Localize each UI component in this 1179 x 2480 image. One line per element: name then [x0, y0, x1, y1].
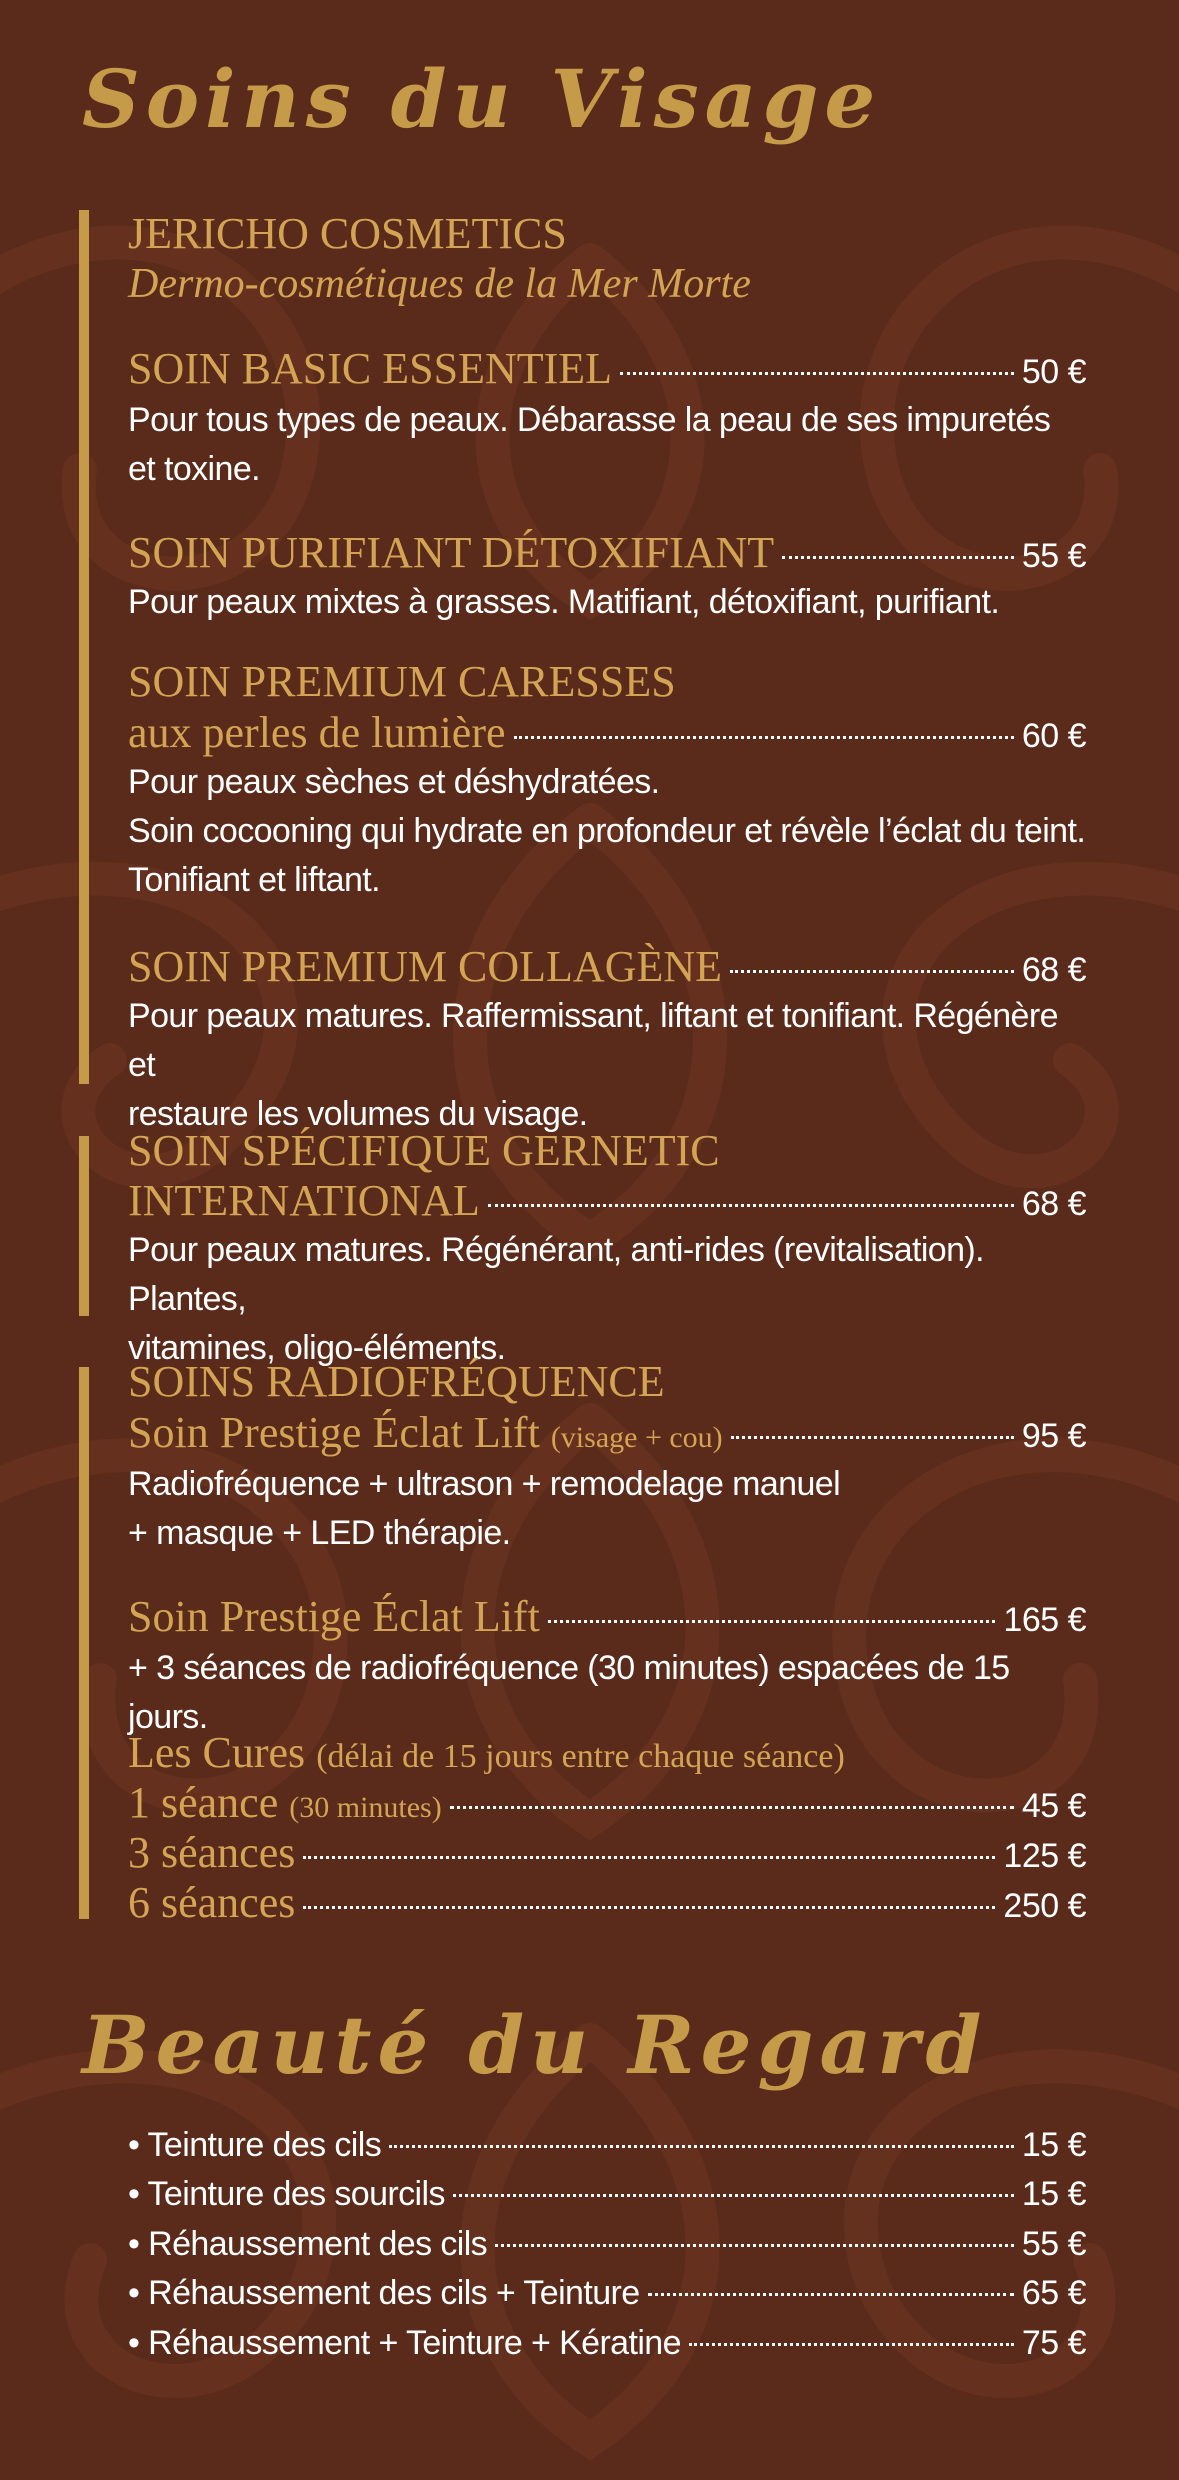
- regard-row-2: [128, 2175, 1086, 2214]
- dot-leader: [548, 1620, 996, 1623]
- regard-price: 15 €: [1021, 2126, 1086, 2164]
- regard-row-4: [128, 2274, 1086, 2313]
- service-price: 165 €: [1003, 1601, 1086, 1639]
- regard-row-1: [128, 2126, 1086, 2165]
- dot-leader: [689, 2343, 1014, 2346]
- service-row-prestige-2: [128, 1591, 1086, 1642]
- regard-price: 65 €: [1021, 2274, 1086, 2312]
- service-row-collagene: [128, 941, 1086, 992]
- regard-price: 75 €: [1021, 2324, 1086, 2362]
- service-name: Soin Prestige Éclat Lift: [128, 1592, 540, 1641]
- regard-label: • Réhaussement des cils + Teinture: [128, 2274, 640, 2312]
- dot-leader: [648, 2293, 1014, 2296]
- service-name: Soin Prestige Éclat Lift (visage + cou): [128, 1408, 723, 1457]
- regard-label: • Teinture des sourcils: [128, 2175, 445, 2213]
- dot-leader: [731, 1436, 1014, 1439]
- regard-price: 55 €: [1021, 2225, 1086, 2263]
- dot-leader: [514, 736, 1014, 739]
- service-desc-collagene: Pour peaux matures. Raffermissant, liftant et tonifiant. Régénère et restaure les volumes du visage.: [128, 997, 1058, 1133]
- service-name-line2: aux perles de lumière: [128, 708, 506, 757]
- service-desc-basic: Pour tous types de peaux. Débarasse la peau de ses impuretés et toxine.: [128, 401, 1051, 488]
- service-row-basic: [128, 343, 1086, 394]
- service-desc-gernetic: Pour peaux matures. Régénérant, anti-rides (revitalisation). Plantes, vitamines, oligo-éléments.: [128, 1231, 984, 1367]
- service-desc-prestige-1: Radiofréquence + ultrason + remodelage manuel + masque + LED thérapie.: [128, 1465, 841, 1552]
- service-price: 50 €: [1021, 353, 1086, 391]
- service-row-gernetic: [128, 1175, 1086, 1226]
- service-row-prestige-1: [128, 1407, 1086, 1458]
- cure-price: 45 €: [1021, 1787, 1086, 1825]
- dot-leader: [620, 372, 1014, 375]
- cure-row-1: [128, 1777, 1086, 1828]
- dot-leader: [495, 2244, 1014, 2247]
- cure-label: 3 séances: [128, 1828, 296, 1877]
- page-title-regard: Beauté du Regard: [82, 1998, 988, 2092]
- gold-bar-gernetic: [79, 1136, 89, 1316]
- dot-leader: [389, 2145, 1014, 2148]
- service-price: 55 €: [1021, 537, 1086, 575]
- service-desc-prestige-2: + 3 séances de radiofréquence (30 minutes) espacées de 15 jours.: [128, 1649, 1010, 1736]
- service-name: SOIN PURIFIANT DÉTOXIFIANT: [128, 528, 775, 577]
- service-name: SOIN BASIC ESSENTIEL: [128, 344, 613, 393]
- regard-row-3: [128, 2225, 1086, 2264]
- service-price: 95 €: [1021, 1417, 1086, 1455]
- regard-label: • Teinture des cils: [128, 2126, 382, 2164]
- cure-row-3: [128, 1827, 1086, 1878]
- regard-label: • Réhaussement des cils: [128, 2225, 488, 2263]
- gold-bar-jericho: [79, 210, 89, 1084]
- service-name-caresses: SOIN PREMIUM CARESSES: [128, 657, 676, 706]
- regard-row-5: [128, 2324, 1086, 2363]
- service-name-gernetic: SOIN SPÉCIFIQUE GERNETIC: [128, 1126, 720, 1175]
- cure-label: 1 séance (30 minutes): [128, 1778, 442, 1827]
- service-price: 60 €: [1021, 717, 1086, 755]
- service-name-line2: INTERNATIONAL: [128, 1176, 480, 1225]
- dot-leader: [303, 1856, 995, 1859]
- cure-row-6: [128, 1877, 1086, 1928]
- dot-leader: [488, 1204, 1014, 1207]
- dot-leader: [303, 1906, 995, 1909]
- brand-tagline: Dermo-cosmétiques de la Mer Morte: [128, 261, 751, 307]
- service-desc-caresses: Pour peaux sèches et déshydratées. Soin cocooning qui hydrate en profondeur et révèle l’éclat du teint. Tonifiant et liftant.: [128, 763, 1086, 899]
- service-row-caresses: [128, 707, 1086, 758]
- cures-title: Les Cures (délai de 15 jours entre chaque séance): [128, 1728, 845, 1777]
- dot-leader: [730, 970, 1014, 973]
- regard-label: • Réhaussement + Teinture + Kératine: [128, 2324, 681, 2362]
- brand-name: JERICHO COSMETICS: [128, 209, 567, 258]
- gold-bar-radiofrequence: [79, 1367, 89, 1919]
- cures-note: (délai de 15 jours entre chaque séance): [316, 1738, 845, 1775]
- dot-leader: [782, 556, 1014, 559]
- cure-price: 125 €: [1003, 1837, 1086, 1875]
- service-note: (visage + cou): [550, 1421, 723, 1454]
- radiofrequence-title: SOINS RADIOFRÉQUENCE: [128, 1357, 665, 1406]
- service-price: 68 €: [1021, 951, 1086, 989]
- regard-price: 15 €: [1021, 2175, 1086, 2213]
- cure-label: 6 séances: [128, 1878, 296, 1927]
- dot-leader: [453, 2194, 1014, 2197]
- dot-leader: [450, 1806, 1014, 1809]
- service-name: SOIN PREMIUM COLLAGÈNE: [128, 942, 722, 991]
- service-desc-purifiant: Pour peaux mixtes à grasses. Matifiant, détoxifiant, purifiant.: [128, 583, 1000, 621]
- service-row-purifiant: [128, 527, 1086, 578]
- cure-price: 250 €: [1003, 1887, 1086, 1925]
- service-price: 68 €: [1021, 1185, 1086, 1223]
- page-title-visage: Soins du Visage: [82, 52, 882, 146]
